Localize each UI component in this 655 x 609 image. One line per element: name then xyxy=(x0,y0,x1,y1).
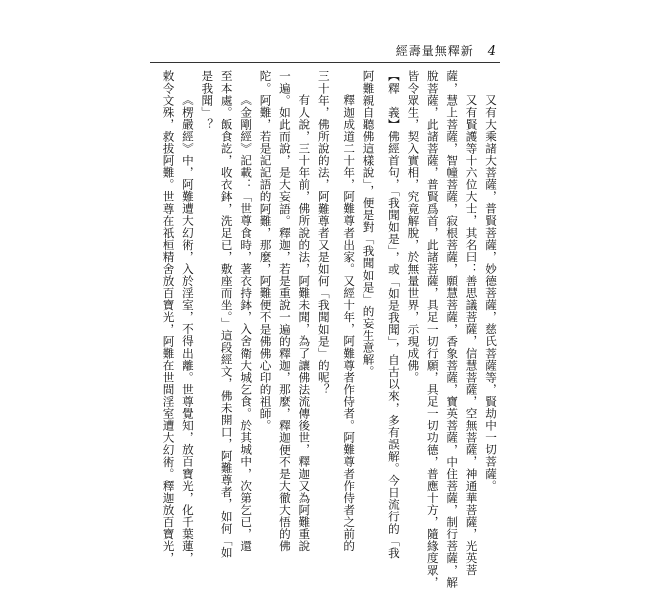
text-column: 皆令眾生，契入實相，究竟解脫，於無量世界，示現成佛。 xyxy=(406,70,421,384)
text-column: 敕令文殊，救拔阿難。世尊在祇桓精舍放百寶光，阿難在世間淫室遭大幻術。釋迦放百寶光， xyxy=(161,70,176,565)
vertical-text-body xyxy=(120,70,500,590)
text-column: 薩，慧上菩薩，智幢菩薩，寂根菩薩，願慧菩薩，香象菩薩，寶英菩薩，中住菩薩，制行菩薩，解 xyxy=(445,70,460,589)
text-column: 又有大乘諸大菩薩，普賢菩薩，妙德菩薩，慈氏菩薩等，賢劫中一切菩薩。 xyxy=(484,94,498,492)
header-title: 經壽量無釋新 xyxy=(395,44,474,58)
text-column: 阿難親自聽佛這樣說」，便是對「我聞如是」的妄生意解。 xyxy=(361,70,376,378)
text-column: 有人說，三十年前，佛所說的法，阿難未聞，為了讓佛法流傳後世，釋迦又為阿難重說 xyxy=(297,94,312,552)
page-number: 4 xyxy=(487,44,497,59)
text-column: 釋迦成道二十年，阿難尊者出家。又經十年，阿難尊者作侍者。阿難尊者作侍者之前的 xyxy=(342,94,357,552)
running-header xyxy=(396,42,497,59)
text-column: 一遍。如此而說，是大妄語。釋迦，若是重說一遍的釋迦，那麼，釋迦便不是大徹大悟的佛 xyxy=(277,70,292,552)
text-column: 至本處。飯食訖，收衣鉢，洗足已，敷座而坐。」這段經文，佛未開口，阿難尊者，如何「如 xyxy=(219,70,234,559)
header-rule xyxy=(150,62,500,63)
text-column: 《金剛經》記載：「世尊食時，著衣持鉢，入舍衛大城乞食。於其城中，次第乞已，還 xyxy=(239,94,254,552)
text-column: 三十年，佛所說的法，阿難尊者又是如何「我聞如是」的呢？ xyxy=(316,70,331,396)
text-column: 是我聞」？ xyxy=(200,70,215,131)
text-column: 脫菩薩，此諸菩薩，普賢爲首，此諸菩薩，具足一切行願，具足一切功德，普應十方，隨緣度眾， xyxy=(425,70,440,589)
text-column-annotation: 【釋 義】佛經首句，「我聞如是」，或「如是我聞」，自古以來，多有誤解。今日流行的「我 xyxy=(386,70,401,559)
text-column: 又有賢護等十六位大士，其名曰：善思議菩薩，信慧菩薩，空無菩薩，神通華菩薩，光英菩 xyxy=(464,94,479,576)
text-column: 《楞嚴經》中，阿難遭大幻術，入於淫室，不得出離。世尊覺知，放百寶光，化千葉蓮， xyxy=(180,94,195,564)
text-column: 陀。阿難，若是記記語的阿難，那麼，阿難便不是佛佛心印的祖師。 xyxy=(258,70,273,432)
